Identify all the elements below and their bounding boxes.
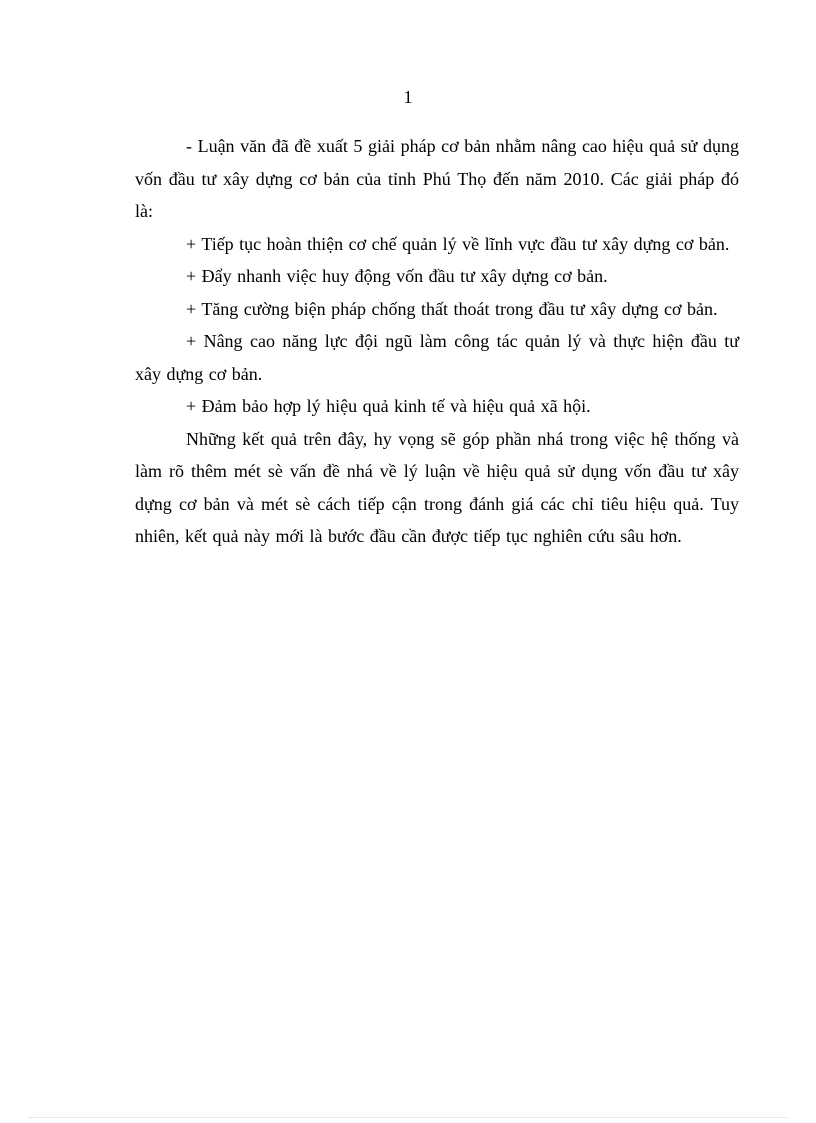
paragraph-solution-3: + Tăng cường biện pháp chống thất thoát trong đầu tư xây dựng cơ bản. [186,298,718,319]
body-text [135,130,739,553]
paragraph-solution-4: + Nâng cao năng lực đội ngũ làm công tác quản lý và thực hiện đầu tư xây dựng cơ bản. [135,331,739,384]
paragraph-solutions-intro: - Luận văn đã đề xuất 5 giải pháp cơ bản nhằm nâng cao hiệu quả sử dụng vốn đầu tư xây dựng cơ bản của tỉnh Phú Thọ đến năm 2010. Các giải pháp đó là: [135,136,739,221]
paragraph-conclusion: Những kết quả trên đây, hy vọng sẽ góp phần nhá trong việc hệ thống và làm rõ thêm mét sè vấn đề nhá về lý luận về hiệu quả sử dụng vốn đầu tư xây dựng cơ bản và mét sè cách tiếp cận trong đánh giá các chỉ tiêu hiệu quả. Tuy nhiên, kết quả này mới là bước đầu cần được tiếp tục nghiên cứu sâu hơn. [135,428,739,546]
page-number: 1 [403,87,413,107]
footer-divider [28,1117,788,1118]
paragraph-solution-2: + Đẩy nhanh việc huy động vốn đầu tư xây dựng cơ bản. [186,266,608,286]
paragraph-solution-1: + Tiếp tục hoàn thiện cơ chế quản lý về lĩnh vực đầu tư xây dựng cơ bản. [186,233,730,254]
paragraph-solution-5: + Đảm bảo hợp lý hiệu quả kinh tế và hiệu quả xã hội. [186,396,591,416]
